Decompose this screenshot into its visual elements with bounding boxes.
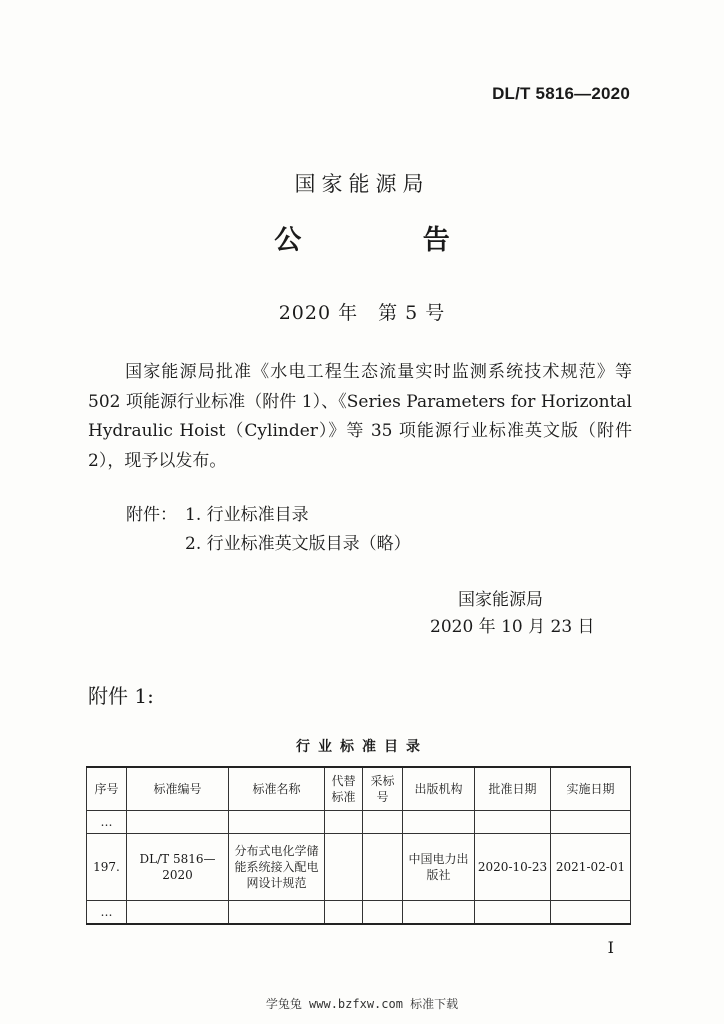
- attachment-item: 2. 行业标准英文版目录（略）: [185, 534, 411, 554]
- table-cell: 2021-02-01: [551, 834, 631, 901]
- table-cell: 中国电力出版社: [403, 834, 475, 901]
- table-cell: [127, 901, 229, 925]
- table-cell: [551, 811, 631, 834]
- table-cell: [551, 901, 631, 925]
- column-header: 批准日期: [475, 767, 551, 811]
- table-cell: 2020-10-23: [475, 834, 551, 901]
- table-cell: [325, 901, 363, 925]
- appendix-heading: 附件 1:: [88, 684, 154, 708]
- column-header: 标准名称: [229, 767, 325, 811]
- table-cell: [363, 901, 403, 925]
- table-cell: [475, 811, 551, 834]
- table-row: [87, 811, 631, 834]
- signature-org: 国家能源局: [458, 590, 543, 610]
- table-cell: [475, 901, 551, 925]
- agency-name: 国家能源局: [294, 172, 430, 196]
- table-cell: [363, 811, 403, 834]
- table-cell: 分布式电化学储能系统接入配电网设计规范: [229, 834, 325, 901]
- table-cell: DL/T 5816—2020: [127, 834, 229, 901]
- column-header: 标准编号: [127, 767, 229, 811]
- table-cell: [229, 811, 325, 834]
- notice-title: 公 告: [274, 225, 506, 256]
- table-cell: [229, 901, 325, 925]
- attachment-item: 1. 行业标准目录: [185, 505, 309, 525]
- watermark-text: 学兔兔 www.bzfxw.com 标准下载: [265, 997, 459, 1011]
- table-cell: [325, 811, 363, 834]
- column-header: 代替标准: [325, 767, 363, 811]
- table-cell: [325, 834, 363, 901]
- standards-catalog-table: [86, 766, 631, 925]
- table-cell: [363, 834, 403, 901]
- column-header: 采标号: [363, 767, 403, 811]
- table-title: 行业标准目录: [296, 739, 428, 755]
- attachments-label: 附件：: [126, 505, 177, 525]
- table-row: [87, 901, 631, 925]
- table-cell: 197.: [87, 834, 127, 901]
- table-cell: [127, 811, 229, 834]
- issue-number: 2020 年 第 5 号: [278, 302, 446, 324]
- signature-date: 2020 年 10 月 23 日: [430, 617, 595, 637]
- column-header: 实施日期: [551, 767, 631, 811]
- notice-body: [88, 358, 632, 476]
- page-number: I: [607, 938, 614, 957]
- table-cell: [403, 811, 475, 834]
- notice-body-text: 国家能源局批准《水电工程生态流量实时监测系统技术规范》等 502 项能源行业标准（附件 1）、《Series Parameters for Horizontal Hydraulic Hoist（Cylinder）》等 35 项能源行业标准英文版（附件 2），现予以发布。: [88, 362, 632, 471]
- standard-code: DL/T 5816—2020: [492, 84, 630, 103]
- column-header: 出版机构: [403, 767, 475, 811]
- table-cell: …: [87, 901, 127, 925]
- column-header: 序号: [87, 767, 127, 811]
- table-row: [87, 834, 631, 901]
- table-header-row: [87, 767, 631, 811]
- table-cell: [403, 901, 475, 925]
- table-cell: …: [87, 811, 127, 834]
